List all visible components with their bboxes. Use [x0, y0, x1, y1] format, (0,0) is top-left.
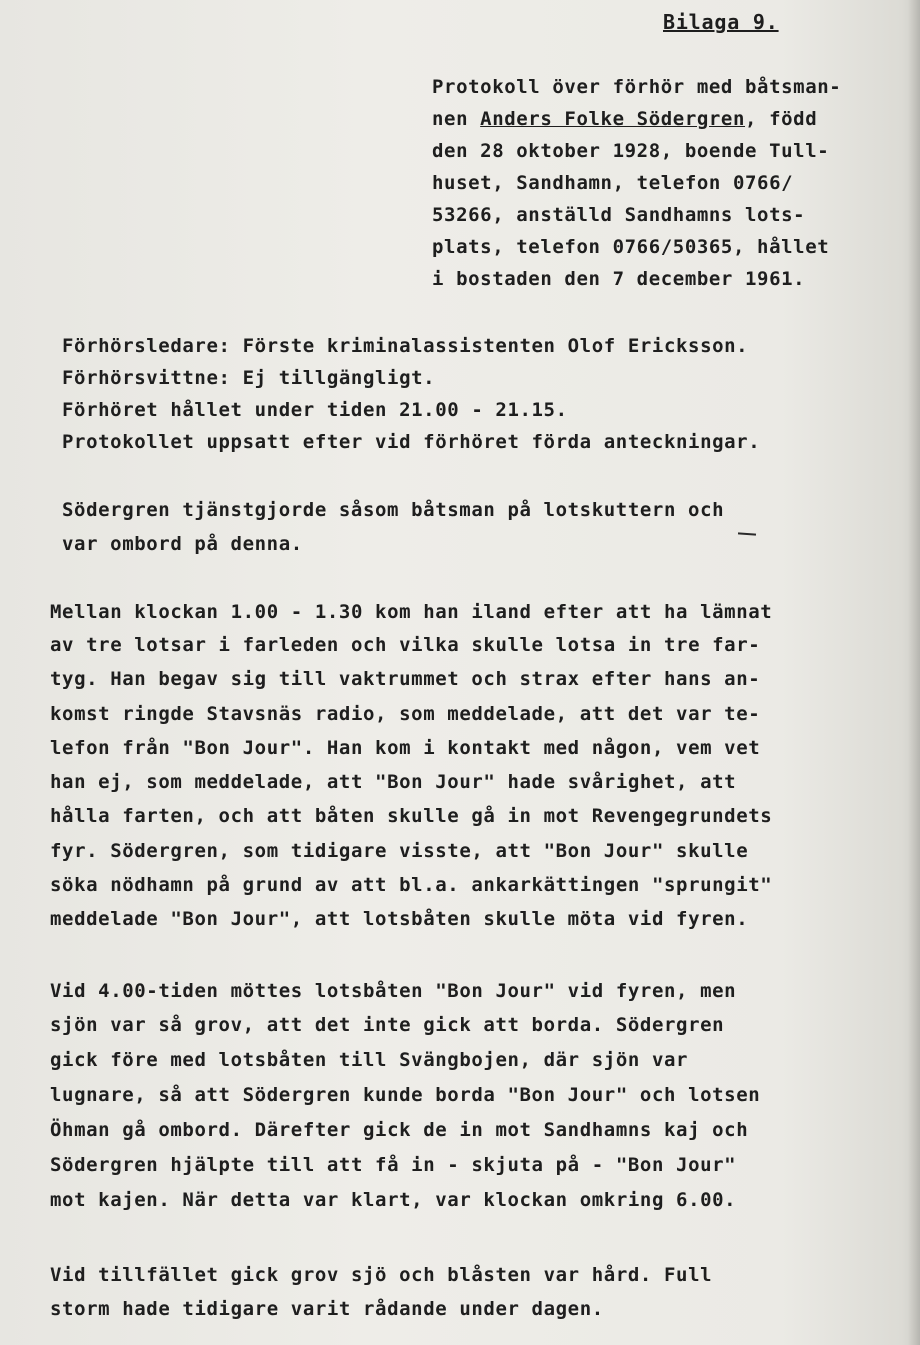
header-line: Protokoll över förhör med båtsman- [432, 76, 842, 98]
header-line: plats, telefon 0766/50365, hållet [432, 236, 830, 258]
body-line: Vid 4.00-tiden möttes lotsbåten "Bon Jour" vid fyren, men [50, 980, 737, 1002]
body-line: han ej, som meddelade, att "Bon Jour" hade svårighet, att [50, 771, 737, 793]
body-line: Södergren tjänstgjorde såsom båtsman på lotskuttern och [62, 499, 725, 521]
body-line: fyr. Södergren, som tidigare visste, att "Bon Jour" skulle [50, 840, 749, 862]
body-line: tyg. Han begav sig till vaktrummet och strax efter hans an- [50, 668, 761, 690]
body-line: mot kajen. När detta var klart, var klockan omkring 6.00. [50, 1189, 737, 1211]
header-line-suffix: , född [745, 108, 818, 130]
body-line: söka nödhamn på grund av att bl.a. ankarkättingen "sprungit" [50, 874, 773, 896]
body-line: var ombord på denna. [62, 533, 303, 555]
meta-line-witness: Förhörsvittne: Ej tillgängligt. [62, 367, 436, 389]
attachment-label: Bilaga 9. [663, 10, 779, 34]
body-line: sjön var så grov, att det inte gick att borda. Södergren [50, 1014, 725, 1036]
header-line: den 28 oktober 1928, boende Tull- [432, 140, 830, 162]
body-line: av tre lotsar i farleden och vilka skulle lotsa in tre far- [50, 634, 761, 656]
stray-pen-mark [738, 532, 756, 535]
body-line: hålla farten, och att båten skulle gå in mot Revengegrundets [50, 805, 773, 827]
interviewee-name: Anders Folke Södergren [480, 108, 746, 130]
body-line: meddelade "Bon Jour", att lotsbåten skulle möta vid fyren. [50, 908, 749, 930]
header-line: i bostaden den 7 december 1961. [432, 268, 806, 290]
body-line: Vid tillfället gick grov sjö och blåsten var hård. Full [50, 1264, 713, 1286]
body-line: Öhman gå ombord. Därefter gick de in mot Sandhamns kaj och [50, 1119, 749, 1141]
body-line: Södergren hjälpte till att få in - skjuta på - "Bon Jour" [50, 1154, 737, 1176]
header-line-prefix: nen [432, 108, 481, 130]
body-line: komst ringde Stavsnäs radio, som meddelade, att det var te- [50, 703, 761, 725]
body-line: storm hade tidigare varit rådande under dagen. [50, 1298, 604, 1320]
header-line [432, 108, 817, 130]
meta-line-time: Förhöret hållet under tiden 21.00 - 21.15. [62, 399, 568, 421]
body-line: Mellan klockan 1.00 - 1.30 kom han iland efter att ha lämnat [50, 601, 773, 623]
meta-line-interviewer: Förhörsledare: Förste kriminalassistenten Olof Ericksson. [62, 335, 749, 357]
body-line: lefon från "Bon Jour". Han kom i kontakt med någon, vem vet [50, 737, 761, 759]
page-edge-shadow [908, 0, 920, 1345]
header-line: 53266, anställd Sandhamns lots- [432, 204, 806, 226]
body-line: gick före med lotsbåten till Svängbojen, där sjön var [50, 1049, 689, 1071]
meta-line-notes: Protokollet uppsatt efter vid förhöret förda anteckningar. [62, 431, 761, 453]
body-line: lugnare, så att Södergren kunde borda "Bon Jour" och lotsen [50, 1084, 761, 1106]
header-line: huset, Sandhamn, telefon 0766/ [432, 172, 794, 194]
